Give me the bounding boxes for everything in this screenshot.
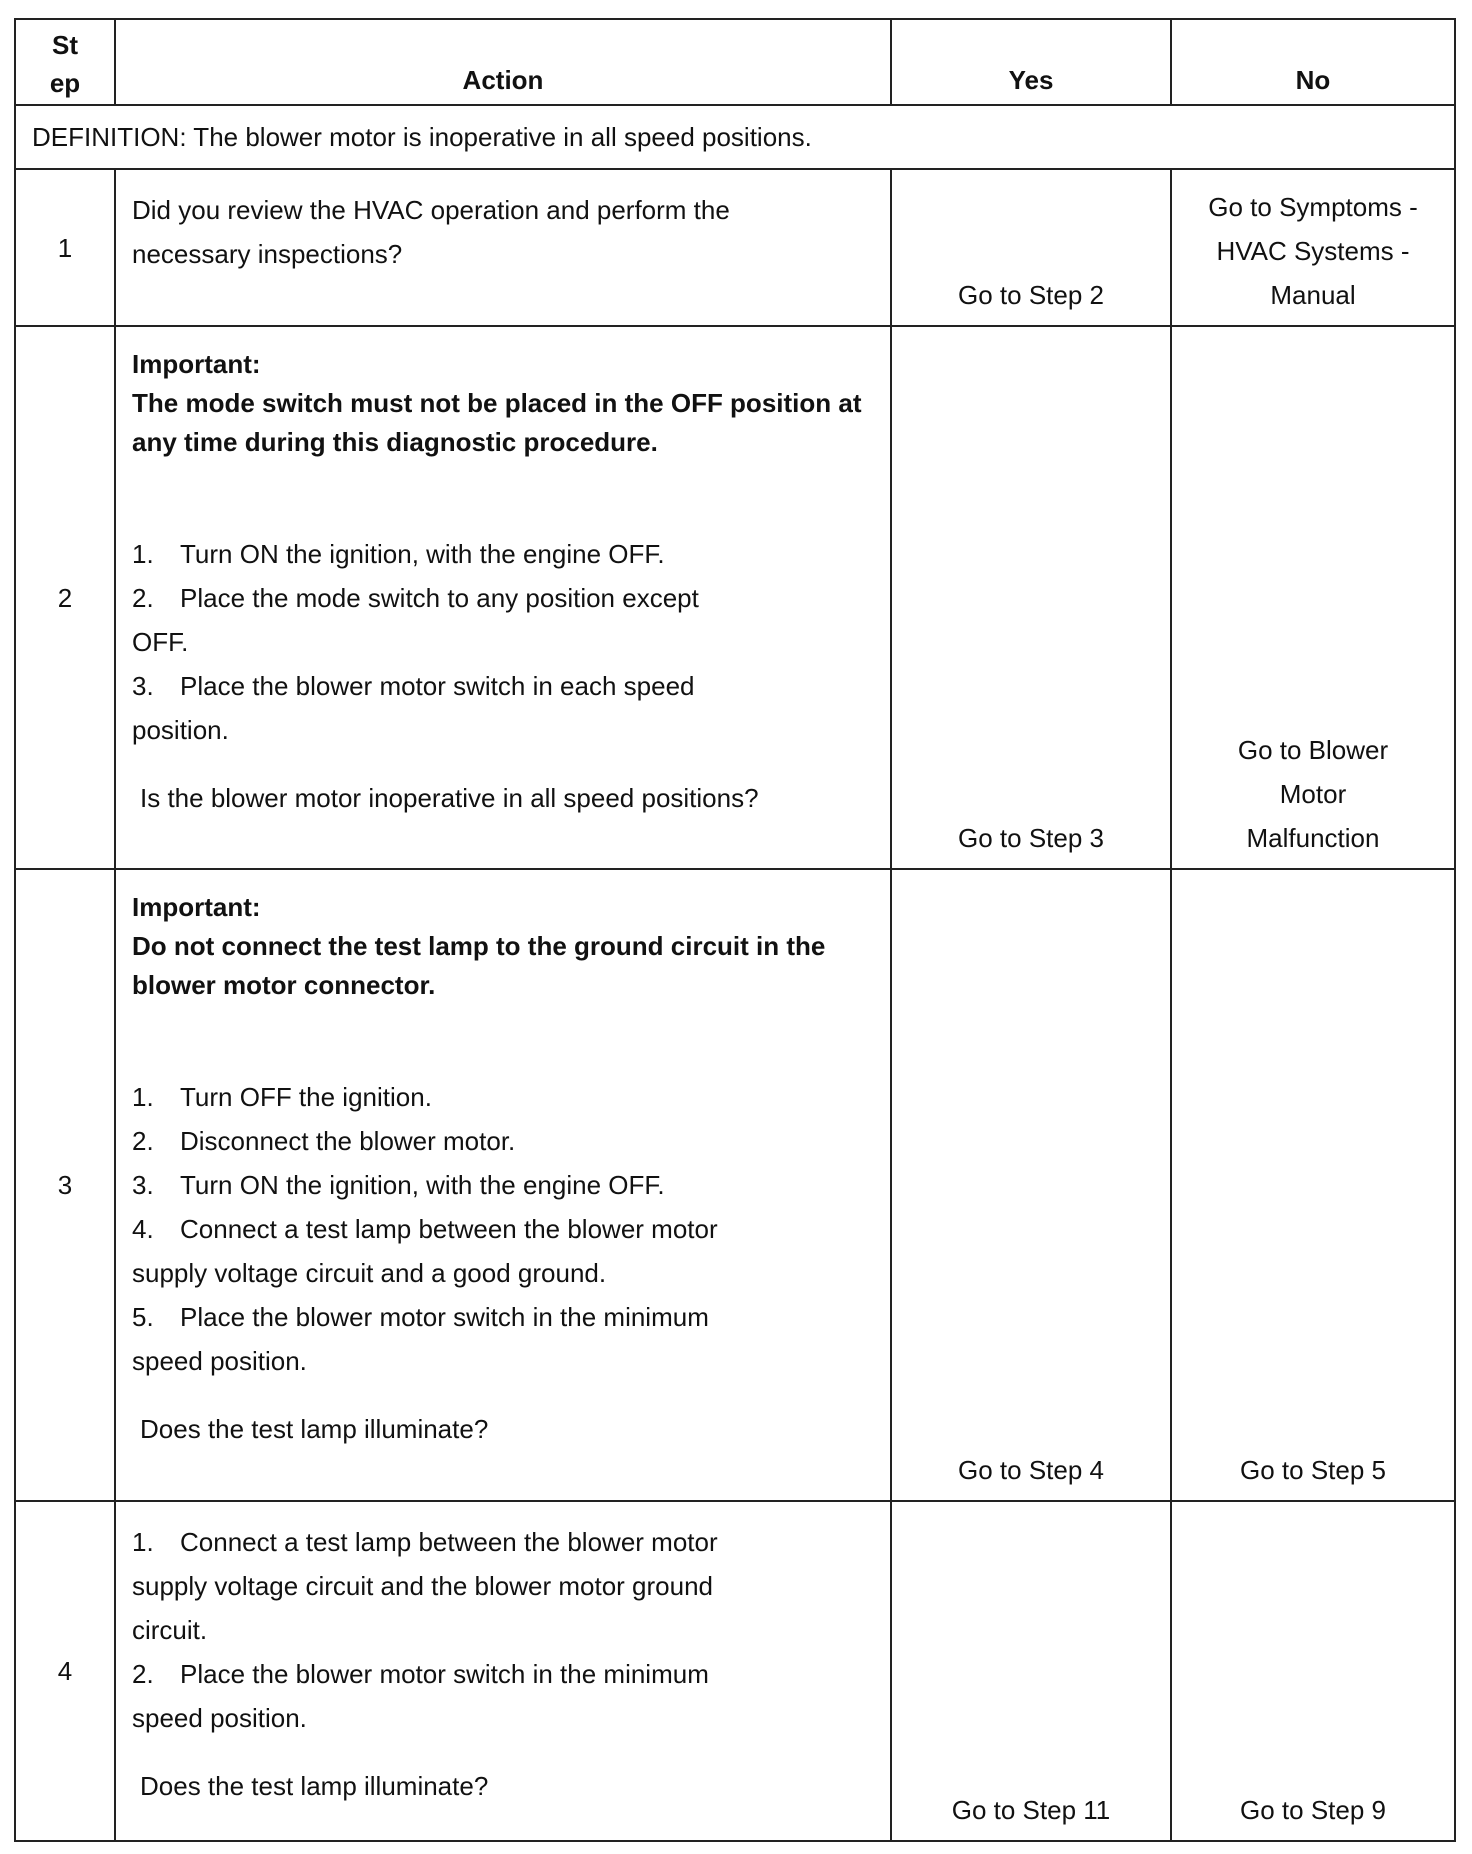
step-number: 2 bbox=[15, 326, 115, 869]
list-item: 1. Connect a test lamp between the blower motor supply voltage circuit and the blower motor ground circuit. bbox=[132, 1527, 718, 1645]
step-number: 4 bbox=[15, 1501, 115, 1841]
list-item: 3. Place the blower motor switch in each speed position. bbox=[132, 671, 695, 745]
yes-cell: Go to Step 3 bbox=[891, 326, 1171, 869]
list-item: 5. Place the blower motor switch in the minimum speed position. bbox=[132, 1302, 709, 1376]
header-no: No bbox=[1171, 19, 1455, 105]
header-action: Action bbox=[115, 19, 891, 105]
diagnostic-table bbox=[14, 18, 1456, 1842]
list-item: 2. Place the blower motor switch in the minimum speed position. bbox=[132, 1659, 709, 1733]
no-cell: Go to Step 5 bbox=[1171, 869, 1455, 1501]
header-step: St ep bbox=[15, 19, 115, 105]
list-item: 1. Turn ON the ignition, with the engine OFF. bbox=[132, 539, 665, 569]
definition-row bbox=[15, 105, 1455, 169]
action-cell bbox=[115, 1501, 891, 1841]
question-text: Does the test lamp illuminate? bbox=[140, 1771, 489, 1801]
important-label: Important: bbox=[132, 892, 261, 922]
action-cell bbox=[115, 326, 891, 869]
action-cell bbox=[115, 169, 891, 326]
table-row bbox=[15, 1501, 1455, 1841]
list-item: 1. Turn OFF the ignition. bbox=[132, 1082, 432, 1112]
header-yes: Yes bbox=[891, 19, 1171, 105]
list-item: 2. Disconnect the blower motor. bbox=[132, 1126, 516, 1156]
important-text: The mode switch must not be placed in the OFF position at any time during this diagnostic procedure. bbox=[132, 388, 862, 457]
definition-text: DEFINITION: The blower motor is inoperative in all speed positions. bbox=[15, 105, 1455, 169]
list-item: 2. Place the mode switch to any position except OFF. bbox=[132, 583, 699, 657]
list-item: 4. Connect a test lamp between the blower motor supply voltage circuit and a good ground. bbox=[132, 1214, 718, 1288]
important-label: Important: bbox=[132, 349, 261, 379]
list-item: 3. Turn ON the ignition, with the engine OFF. bbox=[132, 1170, 665, 1200]
question-text: Is the blower motor inoperative in all speed positions? bbox=[140, 783, 759, 813]
yes-cell: Go to Step 11 bbox=[891, 1501, 1171, 1841]
no-cell: Go to Symptoms - HVAC Systems - Manual bbox=[1171, 169, 1455, 326]
no-cell: Go to Step 9 bbox=[1171, 1501, 1455, 1841]
table-row bbox=[15, 869, 1455, 1501]
important-text: Do not connect the test lamp to the ground circuit in the blower motor connector. bbox=[132, 931, 826, 1000]
action-cell bbox=[115, 869, 891, 1501]
question-text: Does the test lamp illuminate? bbox=[140, 1414, 489, 1444]
table-row bbox=[15, 326, 1455, 869]
table-row bbox=[15, 169, 1455, 326]
step-number: 3 bbox=[15, 869, 115, 1501]
step-number: 1 bbox=[15, 169, 115, 326]
header-row bbox=[15, 19, 1455, 105]
question-text: Did you review the HVAC operation and perform the necessary inspections? bbox=[132, 195, 730, 269]
no-cell: Go to Blower Motor Malfunction bbox=[1171, 326, 1455, 869]
yes-cell: Go to Step 4 bbox=[891, 869, 1171, 1501]
yes-cell: Go to Step 2 bbox=[891, 169, 1171, 326]
